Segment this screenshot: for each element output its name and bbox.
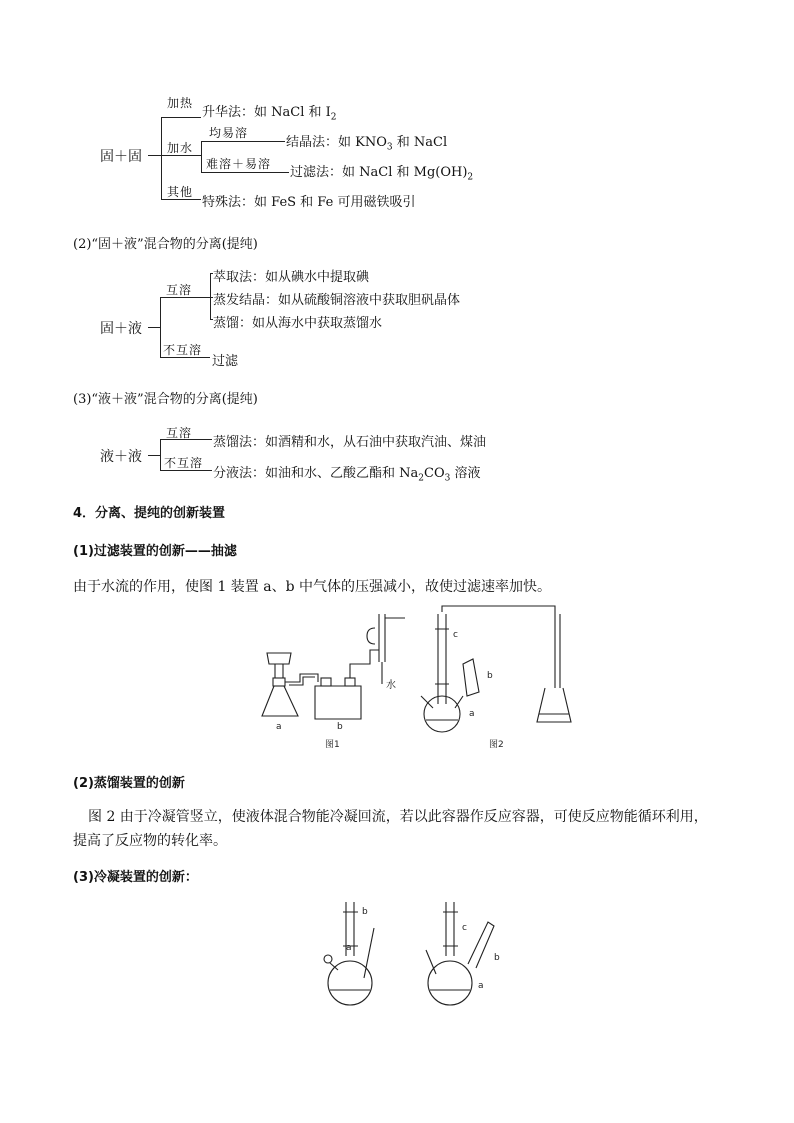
tree2-branch1b-text: 蒸发结晶：如从硫酸铜溶液中获取胆矾晶体 (213, 293, 461, 308)
fig2-receiver (537, 614, 571, 722)
tree3-branch2-label: 不互溶 (164, 456, 204, 470)
tree1-branch2b-text: 过滤法：如 NaCl 和 $Mg(OH)_2$ (290, 165, 474, 183)
fig1-bottle-b (315, 678, 361, 719)
section4-sub1: (1)过滤装置的创新——抽滤 (73, 544, 237, 559)
tree1-root: 固＋固 (100, 149, 142, 165)
tree2-sub-vbar (210, 273, 211, 319)
tree2-root: 固＋液 (100, 321, 142, 337)
tree1-branch1-label: 加热 (167, 96, 194, 110)
section4-para1: 由于水流的作用，使图 1 装置 a、b 中气体的压强减小，故使过滤速率加快。 (73, 579, 552, 595)
tree2-vbar (160, 297, 161, 357)
tree1-branch2a-line (201, 141, 285, 142)
fig2-label-a: a (469, 709, 475, 719)
fig2-flask (421, 696, 463, 732)
fig3-apparatus (324, 902, 374, 1005)
fig4-apparatus (426, 902, 494, 1005)
tree1-sub-vbar (201, 141, 202, 173)
tree1-branch1-text: 升华法：如 NaCl 和 $I_2$ (202, 105, 337, 123)
section4-title: 4．分离、提纯的创新装置 (73, 506, 226, 521)
tree2-branch1c-text: 蒸馏：如从海水中获取蒸馏水 (213, 316, 383, 331)
fig2-label-c: c (453, 630, 458, 640)
tree3-vbar (160, 439, 161, 470)
tree1-branch2a-text: 结晶法：如 $KNO_3$ 和 NaCl (286, 135, 448, 153)
tree1-branch2a-label: 均易溶 (209, 126, 249, 140)
fig1-aspirator (367, 614, 405, 684)
fig3-label-a: a (346, 943, 352, 953)
fig2-label-b: b (487, 671, 493, 681)
tree2-branch1a-text: 萃取法：如从碘水中提取碘 (213, 270, 370, 285)
heading-solid-liquid: (2)“固＋液”混合物的分离(提纯) (73, 237, 258, 252)
tree3-branch1-label: 互溶 (166, 426, 193, 440)
tree1-branch3-label: 其他 (167, 185, 194, 199)
figure-1-2-apparatus (255, 604, 575, 754)
section4-para2-line1: 图 2 由于冷凝管竖立，使液体混合物能冷凝回流，若以此容器作反应容器，可使反应物能循环利用， (88, 809, 708, 825)
tree1-branch1-line (161, 117, 201, 118)
tree3-root: 液＋液 (100, 449, 142, 465)
tree3-branch2-text: 分液法：如油和水、乙酸乙酯和 $Na_2CO_3$ 溶液 (213, 466, 481, 484)
tree1-branch2-label: 加水 (167, 141, 194, 155)
section4-para2-line2: 提高了反应物的转化率。 (73, 833, 227, 849)
section4-sub3: (3)冷凝装置的创新： (73, 870, 198, 885)
tree1-branch3-text: 特殊法：如 FeS 和 Fe 可用磁铁吸引 (202, 195, 416, 210)
tree1-branch2b-label: 难溶＋易溶 (206, 157, 272, 171)
tree1-stem (148, 155, 162, 156)
heading-liquid-liquid: (3)“液＋液”混合物的分离(提纯) (73, 392, 258, 407)
fig2-caption: 图2 (489, 740, 504, 750)
fig4-label-a: a (478, 981, 484, 991)
figure-condenser-apparatus (318, 898, 518, 1013)
tree2-branch2-label: 不互溶 (163, 343, 203, 357)
fig1-label-water: 水 (386, 680, 396, 691)
fig1-label-a: a (276, 722, 282, 732)
tree2-branch1-label: 互溶 (166, 283, 193, 297)
tree1-vbar (161, 117, 162, 199)
fig2-condenser (435, 606, 555, 704)
fig4-label-c: c (462, 923, 467, 933)
fig2-addition-funnel (463, 659, 479, 696)
fig3-label-b: b (362, 907, 368, 917)
tree2-branch2-text: 过滤 (212, 354, 239, 369)
section4-sub2: (2)蒸馏装置的创新 (73, 776, 185, 791)
fig4-label-b: b (494, 953, 500, 963)
fig1-caption: 图1 (325, 740, 340, 750)
tree3-branch1-text: 蒸馏法：如酒精和水，从石油中获取汽油、煤油 (213, 435, 487, 450)
fig1-label-b: b (337, 722, 343, 732)
tree1-branch2b-line (201, 172, 289, 173)
